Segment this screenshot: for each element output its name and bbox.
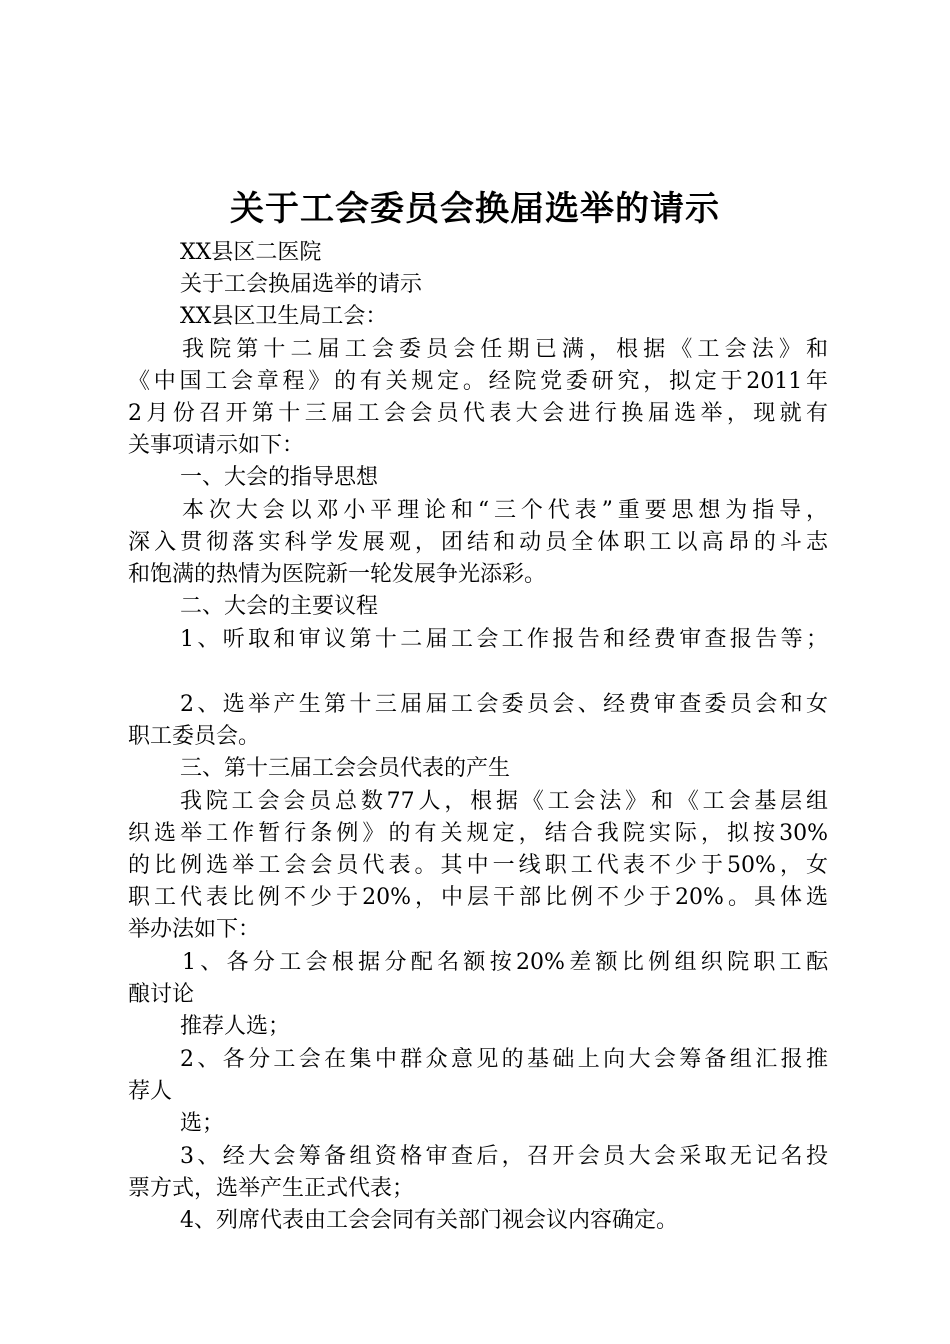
document-title: 关于工会委员会换届选举的请示	[230, 189, 720, 229]
procedure-item: 1、各分工会根据分配名额按20%差额比例组织院职工酝	[182, 950, 828, 975]
agenda-item: 1、听取和审议第十二届工会工作报告和经费审查报告等；	[180, 627, 828, 652]
procedure-item: 票方式，选举产生正式代表；	[128, 1176, 415, 1201]
section-heading: 一、大会的指导思想	[180, 465, 379, 490]
section-heading: 三、第十三届工会会员代表的产生	[180, 756, 511, 781]
paragraph-line: 本次大会以邓小平理论和“三个代表”重要思想为指导，	[182, 498, 828, 523]
line-subject: 关于工会换届选举的请示	[180, 272, 423, 297]
procedure-item: 酿讨论	[128, 982, 195, 1007]
paragraph-line: 举办法如下：	[128, 917, 261, 942]
line-hospital-name: XX县区二医院	[180, 240, 322, 265]
procedure-item: 选；	[180, 1111, 225, 1136]
procedure-item: 推荐人选；	[180, 1014, 291, 1039]
agenda-item: 2、选举产生第十三届届工会委员会、经费审查委员会和女	[180, 692, 828, 717]
procedure-item: 4、列席代表由工会会同有关部门视会议内容确定。	[180, 1208, 678, 1233]
paragraph-line: 我院第十二届工会委员会任期已满，根据《工会法》和	[182, 337, 828, 362]
procedure-item: 2、各分工会在集中群众意见的基础上向大会筹备组汇报推	[180, 1047, 828, 1072]
procedure-item: 荐人	[128, 1079, 173, 1104]
paragraph-line: 我院工会会员总数77人，根据《工会法》和《工会基层组	[180, 789, 828, 814]
paragraph-line: 深入贯彻落实科学发展观，团结和动员全体职工以高昂的斗志	[128, 530, 828, 555]
paragraph-line: 和饱满的热情为医院新一轮发展争光添彩。	[128, 562, 547, 587]
paragraph-line: 《中国工会章程》的有关规定。经院党委研究，拟定于2011年	[128, 369, 828, 394]
agenda-item: 职工委员会。	[128, 724, 261, 749]
paragraph-line: 职工代表比例不少于20%，中层干部比例不少于20%。具体选	[128, 885, 828, 910]
paragraph-line: 关事项请示如下：	[128, 433, 305, 458]
procedure-item: 3、经大会筹备组资格审查后，召开会员大会采取无记名投	[180, 1144, 828, 1169]
paragraph-line: 织选举工作暂行条例》的有关规定，结合我院实际，拟按30%	[128, 821, 828, 846]
paragraph-line: 2月份召开第十三届工会会员代表大会进行换届选举，现就有	[128, 401, 828, 426]
section-heading: 二、大会的主要议程	[180, 594, 379, 619]
line-recipient: XX县区卫生局工会：	[180, 304, 388, 329]
paragraph-line: 的比例选举工会会员代表。其中一线职工代表不少于50%，女	[128, 853, 828, 878]
